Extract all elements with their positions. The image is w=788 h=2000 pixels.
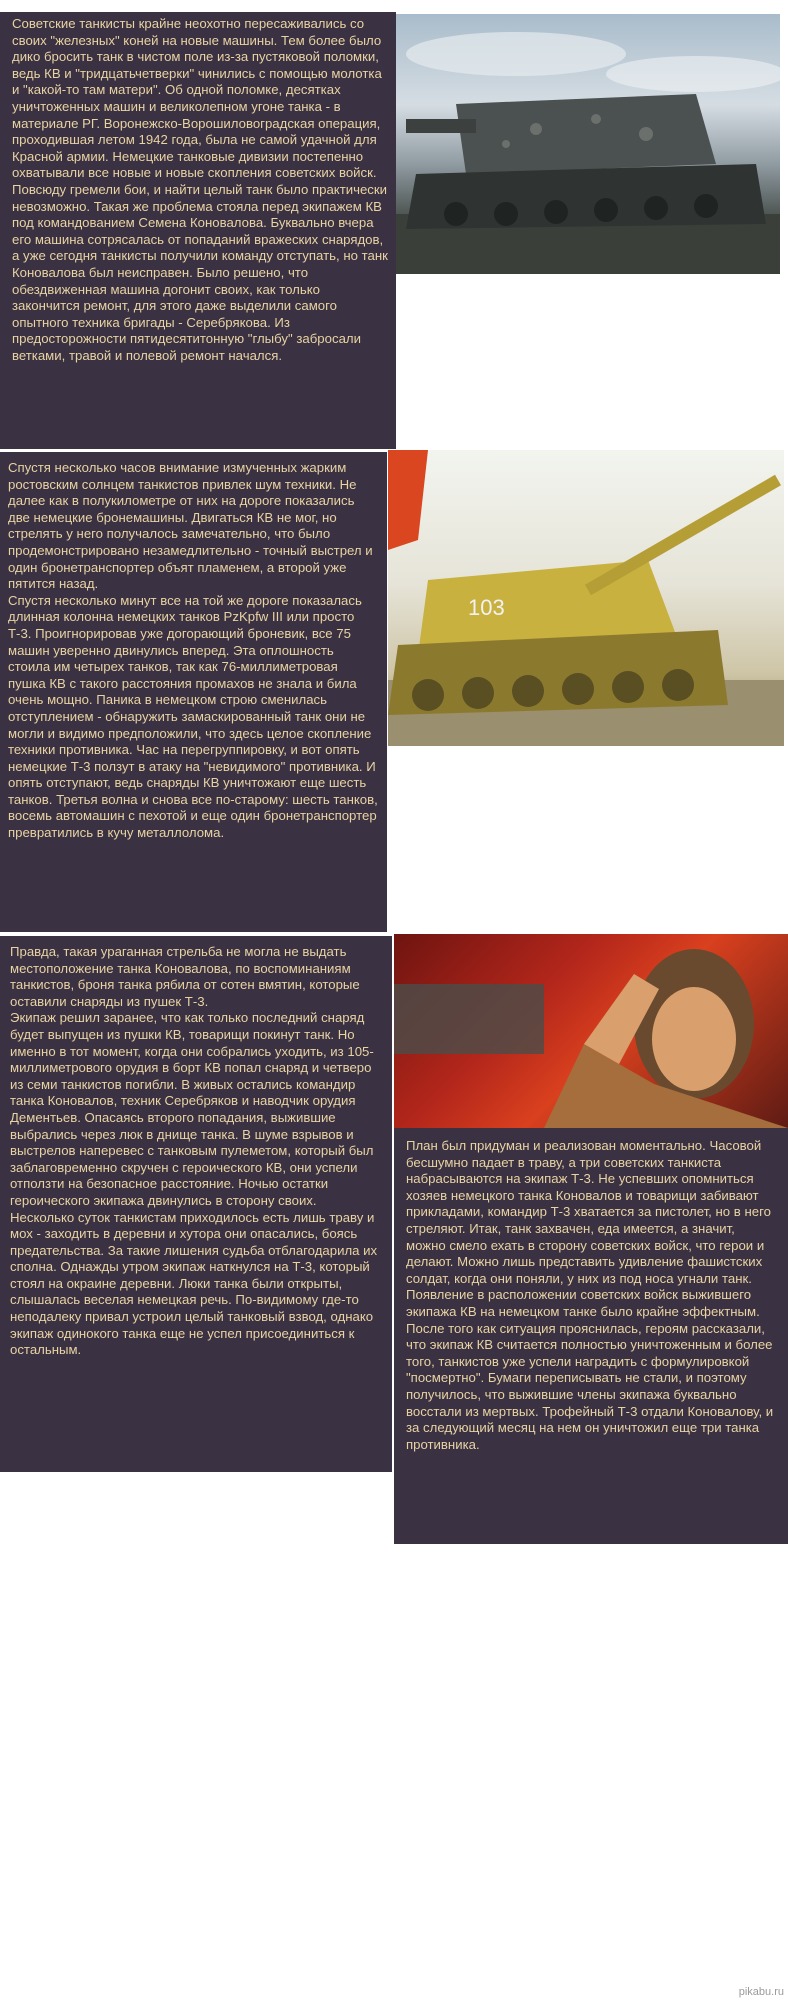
text-block-2 bbox=[0, 452, 387, 932]
text-block-3 bbox=[0, 936, 392, 1472]
tank-photo-icon bbox=[396, 14, 780, 274]
paragraph-2: Спустя несколько часов внимание измученных жарким ростовским солнцем танкистов привлек шум техники. Не далее как в полукилометре от них на дороге показались две немецкие бронемашины. Двигаться КВ не мог, но стрелять у него получалось замечательно, что было продемонстрировано незамедлительно - точный выстрел и один бронетранспортер объят пламенем, а второй уже пятится назад. Спустя несколько минут все на той же дороге показалась длинная колонна немецких танков PzKpfw III или просто Т-3. Проигнорировав уже догорающий броневик, все 75 машин уверенно двинулись вперед. Эта оплошность стоила им четырех танков, так как 76-миллиметровая пушка КВ с такого расстояния промахов не знала и била очень мощно. Паника в немецком строю сменилась отступлением - обнаружить замаскированный танк они не могли и видимо предположили, что здесь целое скопление техники противника. Час на перегруппировку, и вот опять немецкие Т-3 ползут в атаку на "невидимого" противника. И опять отступают, ведь снаряды КВ уничтожают еще шесть танков. Третья волна и снова все по-старому: шесть танков, восемь автомашин с пехотой и еще один бронетранспортер превратились в кучу металлолома. bbox=[8, 460, 378, 841]
soldier-poster-icon bbox=[394, 934, 788, 1128]
paragraph-3: Правда, такая ураганная стрельба не могла не выдать местоположение танка Коновалова, по воспоминаниям танкистов, броня танка рябила от сотен вмятин, которые оставили снаряды из пушек Т-3. Экипаж решил заранее, что как только последний снаряд будет выпущен из пушки КВ, товарищи покинут танк. Но именно в тот момент, когда они собрались уходить, из 105-миллиметрового орудия в борт КВ попал снаряд и четверо из семи танкистов погибли. В живых остались командир танка Коновалов, техник Серебряков и наводчик орудия Дементьев. Опасаясь второго попадания, выжившие выбрались через люк в днище танка. В шуме взрывов и выстрелов наперевес с танковым пулеметом, который был заблаговременно скручен с героического КВ, они успели отползти на безопасное расстояние. Ночью остатки героического экипажа двинулись в сторону своих. Несколько суток танкистам приходилось есть лишь траву и мох - заходить в деревни и хутора они опасались, боясь предательства. За такие лишения судьба отблагодарила их сполна. Однажды утром экипаж наткнулся на Т-3, который стоял на окраине деревни. Люки танка были открыты, слышалась веселая немецкая речь. По-видимому где-то неподалеку привал устроил целый танковый взвод, однако экипаж одинокого танка еще не успел присоединиться к остальным. bbox=[10, 944, 378, 1358]
paragraph-1: Советские танкисты крайне неохотно пересаживались со своих "железных" коней на новые машины. Тем более было дико бросить танк в чистом поле из-за пустяковой поломки, ведь КВ и "тридцатьчетверки" чинились с помощью молотка и "какой-то там матери". Об одной поломке, десятках уничтоженных машин и великолепном угоне танка - в материале РГ. Воронежско-Ворошиловоградская операция, проходившая летом 1942 года, была не самой удачной для Красной армии. Немецкие танковые дивизии постепенно охватывали все новые и новые скопления советских войск. Повсюду гремели бои, и найти целый танк было практически невозможно. Такая же проблема стояла перед экипажем КВ под командованием Семена Коновалова. Буквально вчера его машина сотрясалась от попаданий вражеских снарядов, а уже сегодня танкисты получили команду отступать, но танк Коновалова был неисправен. Было решено, что обездвиженная машина догонит своих, как только закончится ремонт, для этого даже выделили самого опытного техника бригады - Серебрякова. Из предосторожности пятидесятитонную "глыбу" забросали ветками, травой и полевой ремонт начался. bbox=[12, 16, 388, 363]
paragraph-4: План был придуман и реализован моментально. Часовой бесшумно падает в траву, а три советских танкиста набрасываются на экипаж Т-3. Не успевших опомниться хозяев немецкого танка Коновалов и товарищи забивают прикладами, командир Т-3 хватается за пистолет, но в него стреляют. Итак, танк захвачен, еда имеется, а значит, можно смело ехать в сторону советских войск, что герои и делают. Можно лишь представить удивление фашистских солдат, когда они поняли, у них из под носа угнали танк. Появление в расположении советских войск выжившего экипажа КВ на немецком танке было крайне эффектным. После того как ситуация прояснилась, героям рассказали, что экипаж КВ считается полностью уничтоженным и более того, танкистов уже успели наградить с формулировкой "посмертно". Бумаги переписывать не стали, и поэтому получилось, что выжившие члены экипажа буквально восстали из мертвых. Трофейный Т-3 отдали Коновалову, и за следующий месяц на нем он уничтожил еще три танка противника. bbox=[406, 1138, 774, 1452]
text-block-4 bbox=[394, 1128, 788, 1544]
tank-illustration-icon bbox=[388, 450, 784, 746]
text-block-1 bbox=[0, 12, 396, 449]
saluting-soldier-poster bbox=[394, 934, 788, 1128]
watermark: pikabu.ru bbox=[738, 1986, 784, 1998]
tank-illustration bbox=[388, 450, 784, 746]
damaged-tank-photo bbox=[396, 14, 780, 274]
tank-number-text: 103 bbox=[468, 595, 505, 620]
